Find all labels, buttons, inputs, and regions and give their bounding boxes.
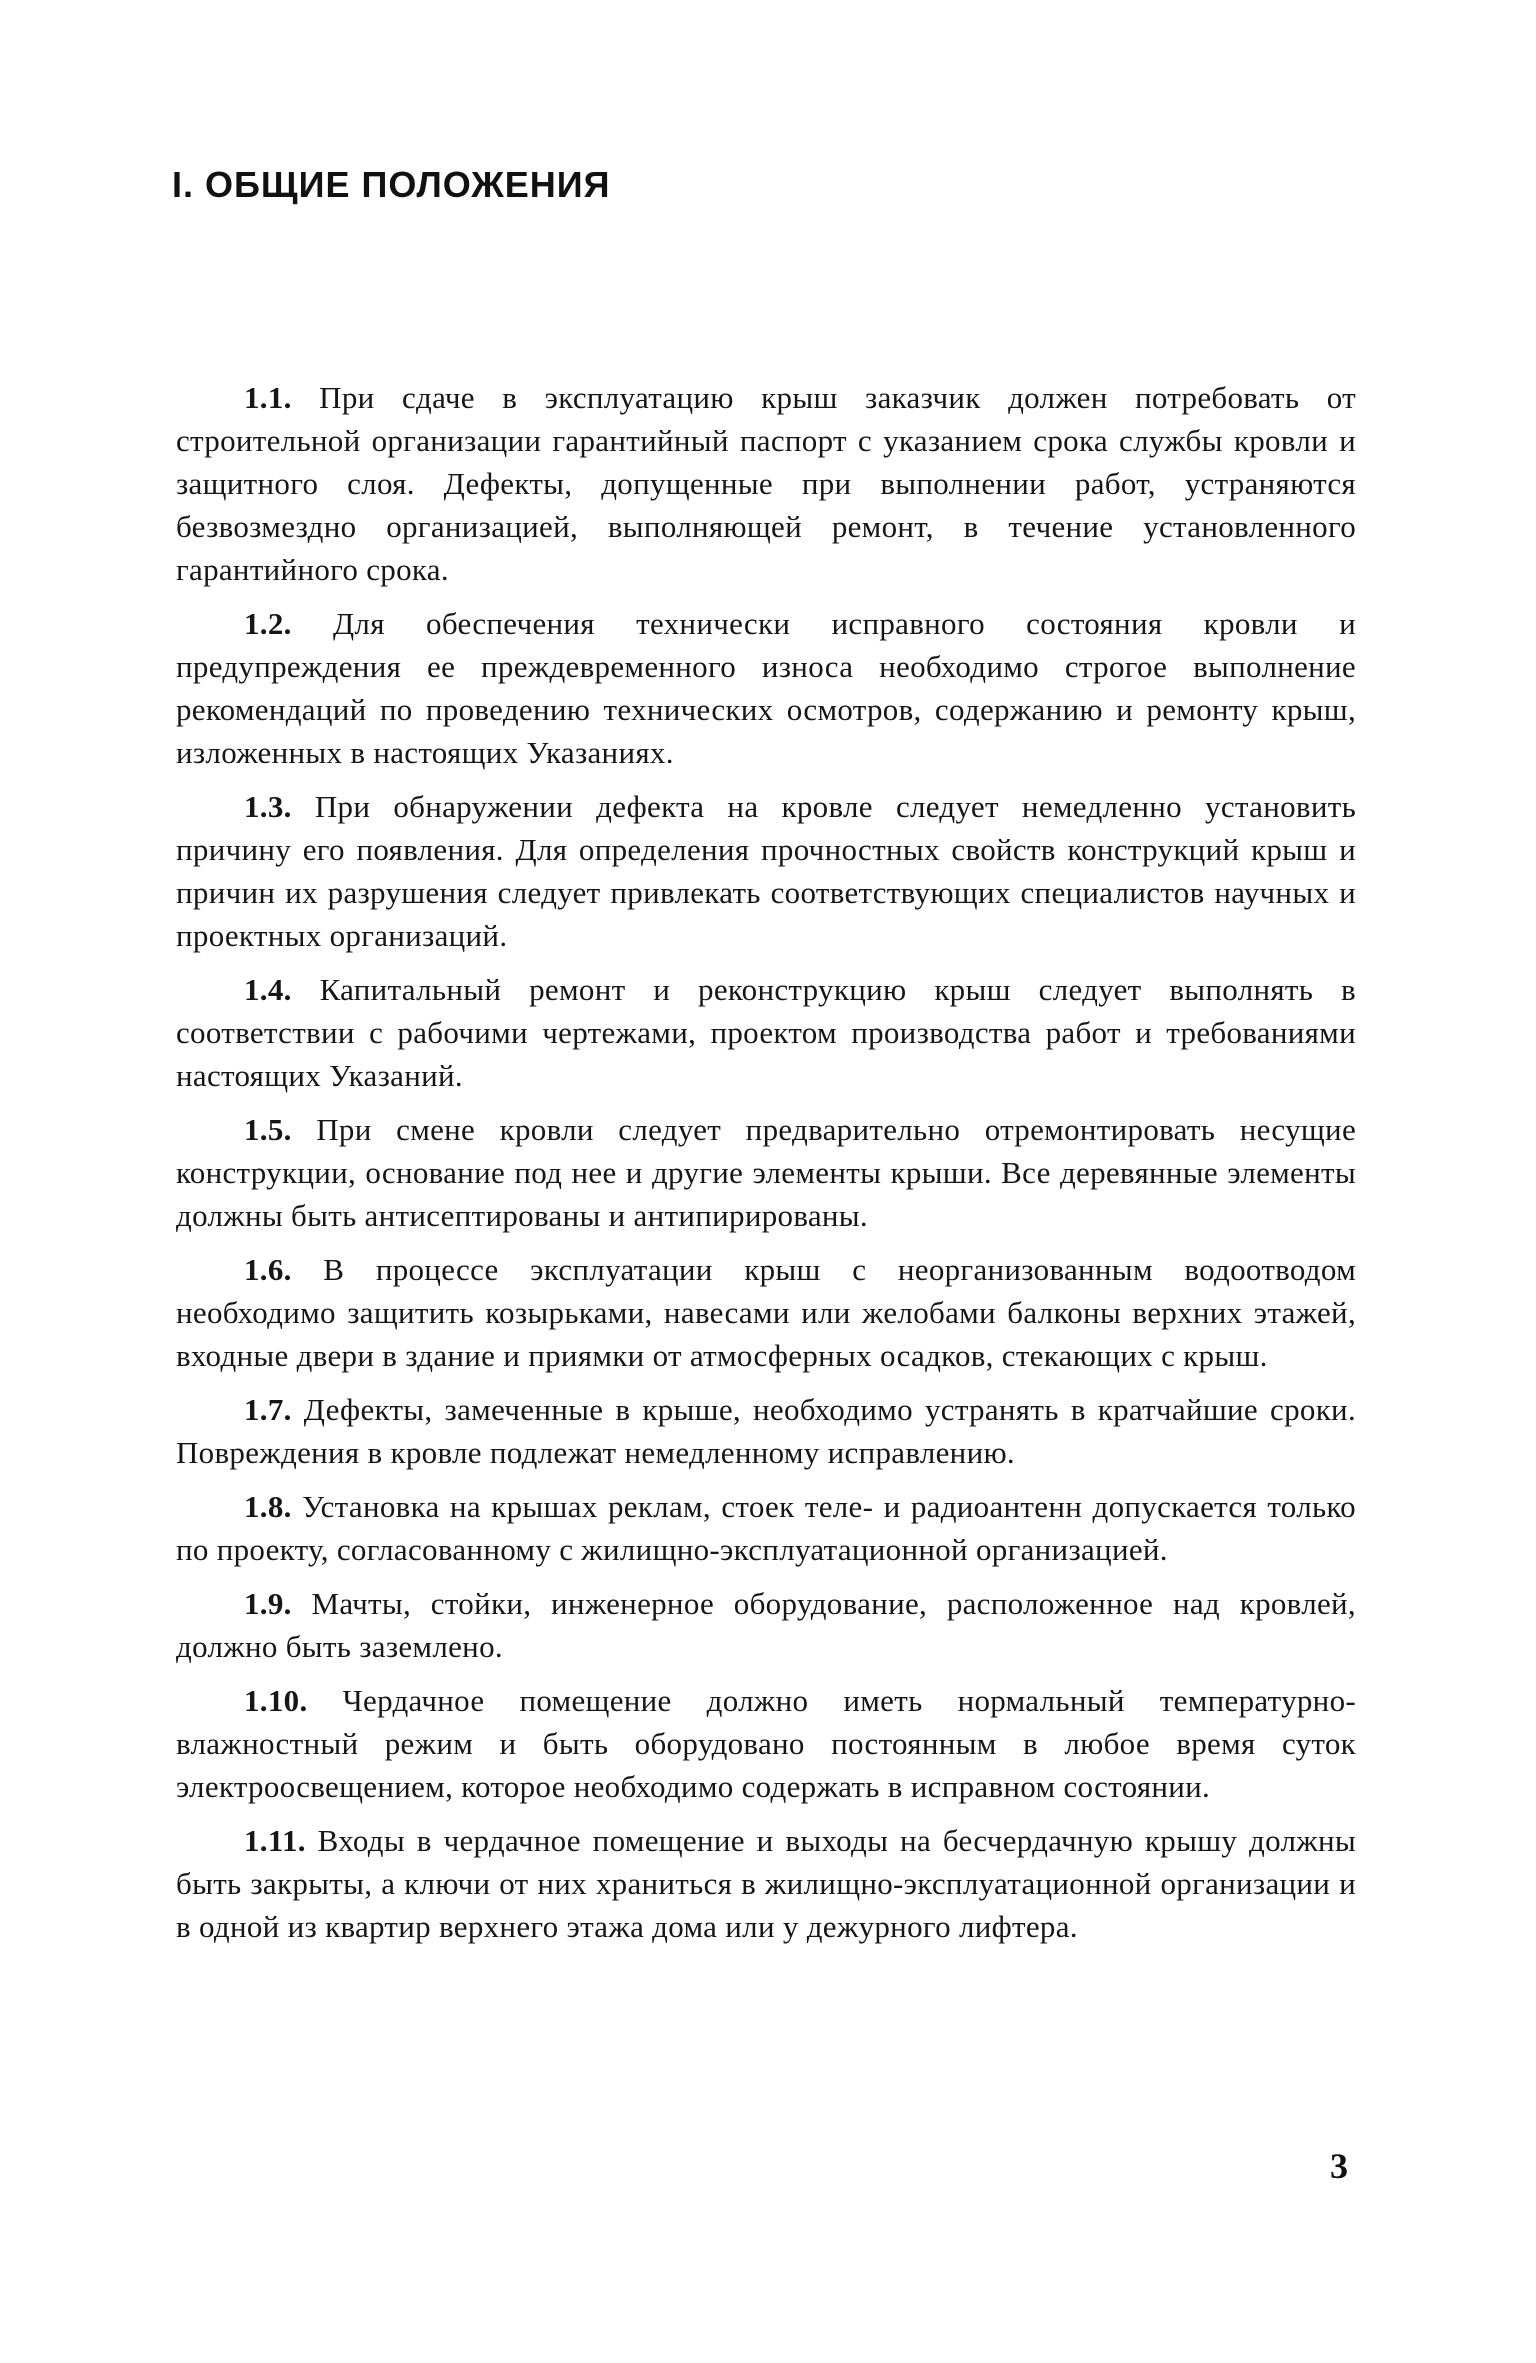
paragraph-1-6 xyxy=(176,1248,1356,1377)
paragraph-number: 1.10. xyxy=(244,1683,308,1718)
paragraph-number: 1.4. xyxy=(244,972,292,1007)
body-text xyxy=(176,376,1356,1959)
paragraph-text: При обнаружении дефекта на кровле следует немедленно установить причину его появления. Для определения прочностных свойств конструкций крыш и причин их разрушения следует привлекать соответствующих специалистов научных и проектных организаций. xyxy=(176,789,1357,953)
paragraph-1-9 xyxy=(176,1582,1356,1668)
paragraph-1-4 xyxy=(176,968,1356,1097)
paragraph-1-11 xyxy=(176,1819,1356,1948)
paragraph-1-7 xyxy=(176,1388,1356,1474)
paragraph-text: При смене кровли следует предварительно отремонтировать несущие конструкции, основание под нее и другие элементы крыши. Все деревянные элементы должны быть антисептированы и антипирированы. xyxy=(176,1112,1356,1233)
paragraph-1-10 xyxy=(176,1679,1356,1808)
paragraph-text: Чердачное помещение должно иметь нормальный температурно-влажностный режим и быть оборудовано постоянным в любое время суток электроосвещением, которое необходимо содержать в исправном состоянии. xyxy=(176,1683,1356,1804)
paragraph-text: Входы в чердачное помещение и выходы на бесчердачную крышу должны быть закрыты, а ключи от них храниться в жилищно-эксплуатационной организации и в одной из квартир верхнего этажа дома или у дежурного лифтера. xyxy=(176,1823,1356,1944)
page-number: 3 xyxy=(1330,2146,1348,2186)
paragraph-number: 1.5. xyxy=(244,1112,292,1147)
paragraph-number: 1.8. xyxy=(244,1489,292,1524)
section-heading: I. ОБЩИЕ ПОЛОЖЕНИЯ xyxy=(172,164,611,205)
paragraph-text: Для обеспечения технически исправного состояния кровли и предупреждения ее преждевременного износа необходимо строгое выполнение рекомендаций по проведению технических осмотров, содержанию и ремонту крыш, изложенных в настоящих Указаниях. xyxy=(176,606,1356,770)
paragraph-1-5 xyxy=(176,1108,1356,1237)
paragraph-number: 1.1. xyxy=(244,380,292,415)
paragraph-1-2 xyxy=(176,602,1356,774)
paragraph-number: 1.6. xyxy=(244,1252,292,1287)
paragraph-number: 1.3. xyxy=(244,789,292,824)
paragraph-1-1 xyxy=(176,376,1356,591)
paragraph-text: При сдаче в эксплуатацию крыш заказчик должен потребовать от строительной организации гарантийный паспорт с указанием срока службы кровли и защитного слоя. Дефекты, допущенные при выполнении работ, устраняются безвозмездно организацией, выполняющей ремонт, в течение установленного гарантийного срока. xyxy=(176,380,1356,587)
paragraph-text: Дефекты, замеченные в крыше, необходимо устранять в кратчайшие сроки. Повреждения в кровле подлежат немедленному исправлению. xyxy=(176,1392,1356,1470)
paragraph-1-8 xyxy=(176,1485,1356,1571)
paragraph-text: Капитальный ремонт и реконструкцию крыш следует выполнять в соответствии с рабочими чертежами, проектом производства работ и требованиями настоящих Указаний. xyxy=(176,972,1356,1093)
paragraph-text: Установка на крышах реклам, стоек теле- и радиоантенн допускается только по проекту, согласованному с жилищно-эксплуатационной организацией. xyxy=(176,1489,1356,1567)
paragraph-number: 1.7. xyxy=(244,1392,292,1427)
paragraph-number: 1.2. xyxy=(244,606,292,641)
paragraph-text: В процессе эксплуатации крыш с неорганизованным водоотводом необходимо защитить козырьками, навесами или желобами балконы верхних этажей, входные двери в здание и приямки от атмосферных осадков, стекающих с крыш. xyxy=(176,1252,1356,1373)
paragraph-number: 1.11. xyxy=(244,1823,306,1858)
paragraph-1-3 xyxy=(176,785,1356,957)
paragraph-number: 1.9. xyxy=(244,1586,292,1621)
paragraph-text: Мачты, стойки, инженерное оборудование, расположенное над кровлей, должно быть заземлено. xyxy=(176,1586,1356,1664)
